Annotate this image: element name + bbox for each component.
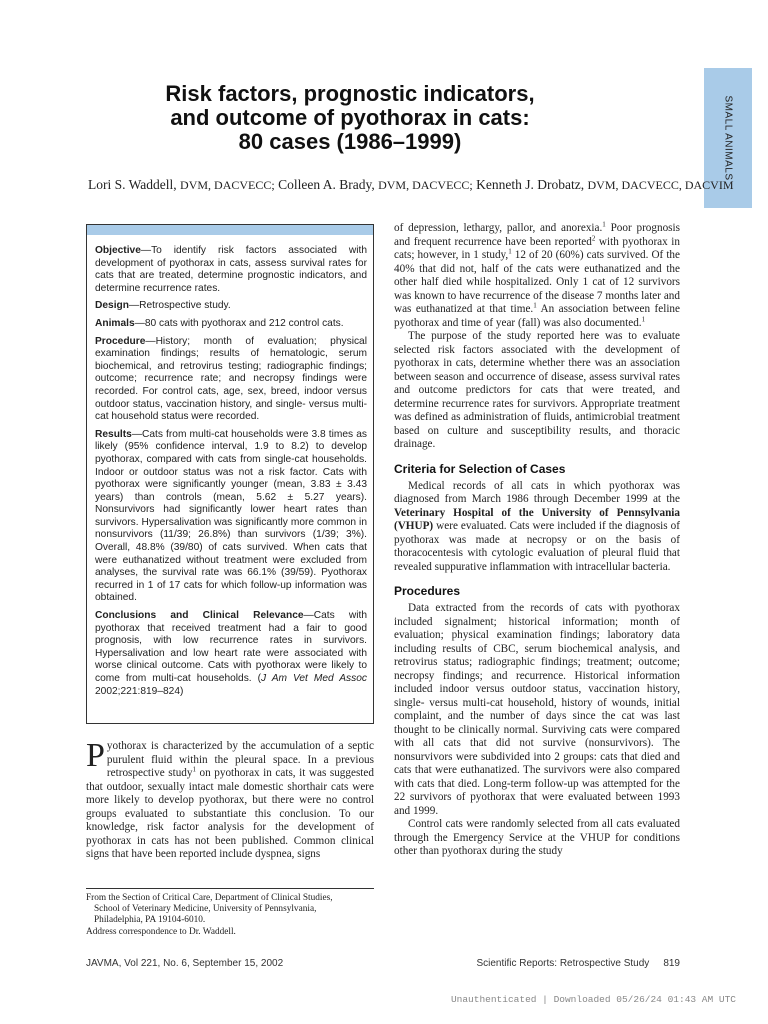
author-degrees: DVM, DACVECC, DACVIM — [587, 178, 734, 192]
abstract-label: Conclusions and Clinical Relevance — [95, 610, 304, 622]
citation-journal: J Am Vet Med Assoc — [261, 673, 367, 684]
abstract-design — [95, 300, 367, 313]
footnote-line: From the Section of Critical Care, Department of Clinical Studies, — [86, 893, 333, 903]
abstract-animals — [95, 318, 367, 331]
citation-details: 2002;221:819–824) — [95, 685, 184, 697]
body-text: An association between feline pyothorax and time of year (fall) was also documented. — [394, 303, 680, 329]
body-paragraph: The purpose of the study reported here was to evaluate selected risk factors associated with the development of pyothorax in cats, determine whether there was an association between season and occurrence of disease, assess survival rates and outcome predictors for cats that were treated, and determine recurrence rates for survivors. Appropriate treatment was defined as administration of fluids, antimicrobial treatment based on culture and susceptibility results, and thoracic drainage. — [394, 330, 680, 450]
abstract-label: Results — [95, 428, 132, 440]
abstract-text: —To identify risk factors associated with development of pyothorax in cats, assess survival rates for cats that are treated, determine prognostic indicators, and determine recurrence rates. — [95, 245, 367, 294]
title-line-2: and outcome of pyothorax in cats: — [170, 105, 530, 130]
body-text: on pyothorax in cats, it was suggested that outdoor, sexually intact male domestic shorthair cats were more likely to develop pyothorax, but there were no control groups evaluated to substantiate this conclusion. To our knowledge, risk factor analysis for the development of pyothorax in cats has not been published. Common clinical signs that have been reported include dyspnea, signs — [86, 767, 374, 860]
body-paragraph: Data extracted from the records of cats with pyothorax included signalment; historical information; month of evaluation; physical examination findings; laboratory data including results of CBC, serum biochemical analysis, and retrovirus status; radiographic findings; treatment; outcome; necropsy findings; and recurrence. Historical information included indoor versus outdoor status, vaccination history, single- versus multi-cat household, history of wounds, initial complaint, and the number of days since the cat was last thought to be clinically normal. Surviving cats were compared with all cats that did not survive (nonsurvivors). The nonsurvivors were subdivided into 2 groups: cats that died and cats that were euthanatized. The survivors were also compared with cats that died. Long-term follow-up was attempted for the 22 survivors of pyothorax that were evaluated between 1993 and 1999. — [394, 602, 680, 817]
author-name: Colleen A. Brady, — [278, 177, 375, 192]
body-text: were evaluated. Cats were included if the diagnosis of pyothorax was made at necropsy or on the basis of thoracocentesis with cytologic evaluation of pleural fluid that revealed suppurative inflammation with intracellular bacteria. — [394, 520, 680, 573]
body-paragraph — [394, 480, 680, 575]
citation-ref: 1 — [602, 220, 606, 229]
affiliation-footnote — [86, 893, 374, 938]
body-text: yothorax is characterized by the accumulation of a septic purulent fluid within the pleural space. In a previous retrospective study — [106, 740, 374, 779]
abstract-conclusions — [95, 610, 367, 698]
footnote-line: Address correspondence to Dr. Waddell. — [86, 926, 236, 937]
journal-citation-footer: JAVMA, Vol 221, No. 6, September 15, 2002 — [86, 958, 284, 969]
title-line-3: 80 cases (1986–1999) — [238, 129, 462, 154]
abstract-label: Animals — [95, 317, 135, 329]
section-heading-criteria: Criteria for Selection of Cases — [394, 461, 566, 476]
body-paragraph: Control cats were randomly selected from all cats evaluated through the Emergency Service at the VHUP for conditions other than pyothorax during the study — [394, 818, 680, 857]
body-paragraph — [394, 222, 680, 330]
drop-cap: P — [86, 737, 105, 774]
citation-ref: 1 — [192, 765, 196, 774]
abstract-text: —Retrospective study. — [128, 300, 231, 312]
citation-ref: 2 — [591, 233, 596, 242]
body-text: with pyothorax in cats; however, in 1 study, — [394, 235, 680, 261]
abstract-box — [86, 224, 374, 724]
abstract-objective — [95, 245, 367, 295]
download-watermark: Unauthenticated | Downloaded 05/26/24 01:43 AM UTC — [450, 994, 736, 1005]
body-text: Medical records of all cats in which pyothorax was diagnosed from March 1986 through December 1999 at the — [394, 479, 680, 505]
citation-ref: 1 — [641, 314, 646, 323]
author-degrees: DVM, DACVECC; — [378, 178, 473, 192]
body-text: of depression, lethargy, pallor, and anorexia. — [394, 222, 603, 234]
abstract-label: Objective — [95, 245, 141, 256]
abstract-label: Design — [95, 300, 129, 312]
footnote-line: School of Veterinary Medicine, University of Pennsylvania, — [94, 904, 317, 915]
abstract-text: —Cats from multi-cat households were 3.8 times as likely (95% confidence interval, 1.9 to 8.2) to develop pyothorax, compared with cats from single-cat households. Indoor or outdoor status was not a risk factor. Cats with pyothorax were significantly younger (mean, 3.83 ± 3.43 years) than controls (mean, 5.62 ± 5.27 years). Nonsurvivors had significantly lower heart rates than survivors. Hypersalivation was significantly more common in nonsurvivors (11/39; 26.8%) than survivors (1/39; 3%). Overall, 48.8% (39/80) of cats survived. When cats that were euthanatized without treatment were excluded from analyses, the survival rate was 66.1% (39/59). Pyothorax recurred in 1 of 17 cats for which follow-up information was obtained. — [95, 428, 367, 604]
section-name: Scientific Reports: Retrospective Study — [476, 958, 650, 969]
institution-name: Veterinary Hospital of the University of Pennsylvania (VHUP) — [394, 506, 680, 532]
author-list — [88, 176, 734, 194]
footnote-divider — [86, 888, 374, 889]
author-degrees: DVM, DACVECC; — [180, 178, 275, 192]
right-column — [394, 222, 680, 859]
body-text: 12 of 20 (60%) cats survived. Of the 40% that did not, half of the cats were euthanatized and the other half died while hospitalized. Only 1 cat of 12 survivors was known to have recurrence of the disease 7 months later and was euthanatized at that time. — [394, 249, 680, 315]
abstract-procedure — [95, 336, 367, 424]
body-text: Poor prognosis and frequent recurrence have been reported — [394, 222, 680, 248]
abstract-text: —80 cats with pyothorax and 212 control cats. — [134, 317, 344, 329]
abstract-results — [95, 429, 367, 605]
section-heading-procedures: Procedures — [394, 584, 461, 598]
intro-paragraph — [86, 737, 374, 862]
section-footer — [476, 958, 680, 969]
page-number: 819 — [663, 958, 680, 969]
title-line-1: Risk factors, prognostic indicators, — [165, 81, 535, 106]
citation-ref: 1 — [533, 301, 537, 310]
abstract-text: —Cats with pyothorax that received treatment had a fair to good prognosis, with low recurrence rates in survivors. Hypersalivation and low heart rate were associated with worse clinical outcome. Cats with pyothorax were likely to come from multi-cat households. ( — [95, 610, 367, 684]
section-tab-label: SMALL ANIMALS — [722, 95, 734, 181]
citation-ref: 1 — [508, 247, 512, 256]
intro-column — [86, 737, 374, 862]
abstract-text: —History; month of evaluation; physical examination findings; results of hematologic, serum biochemical, and retrovirus testing; radiographic findings; outcome; recurrence rate; and necropsy findings were recorded. For control cats, age, sex, breed, indoor versus outdoor status, vaccination history, and single- versus multi-cat household status were recorded. — [95, 335, 367, 423]
author-name: Lori S. Waddell, — [88, 177, 177, 192]
abstract-label: Procedure — [95, 335, 146, 347]
author-name: Kenneth J. Drobatz, — [476, 177, 585, 192]
abstract-header-bar — [87, 225, 373, 235]
abstract-content — [95, 245, 367, 703]
article-title — [100, 82, 600, 154]
footnote-line: Philadelphia, PA 19104-6010. — [94, 915, 206, 926]
